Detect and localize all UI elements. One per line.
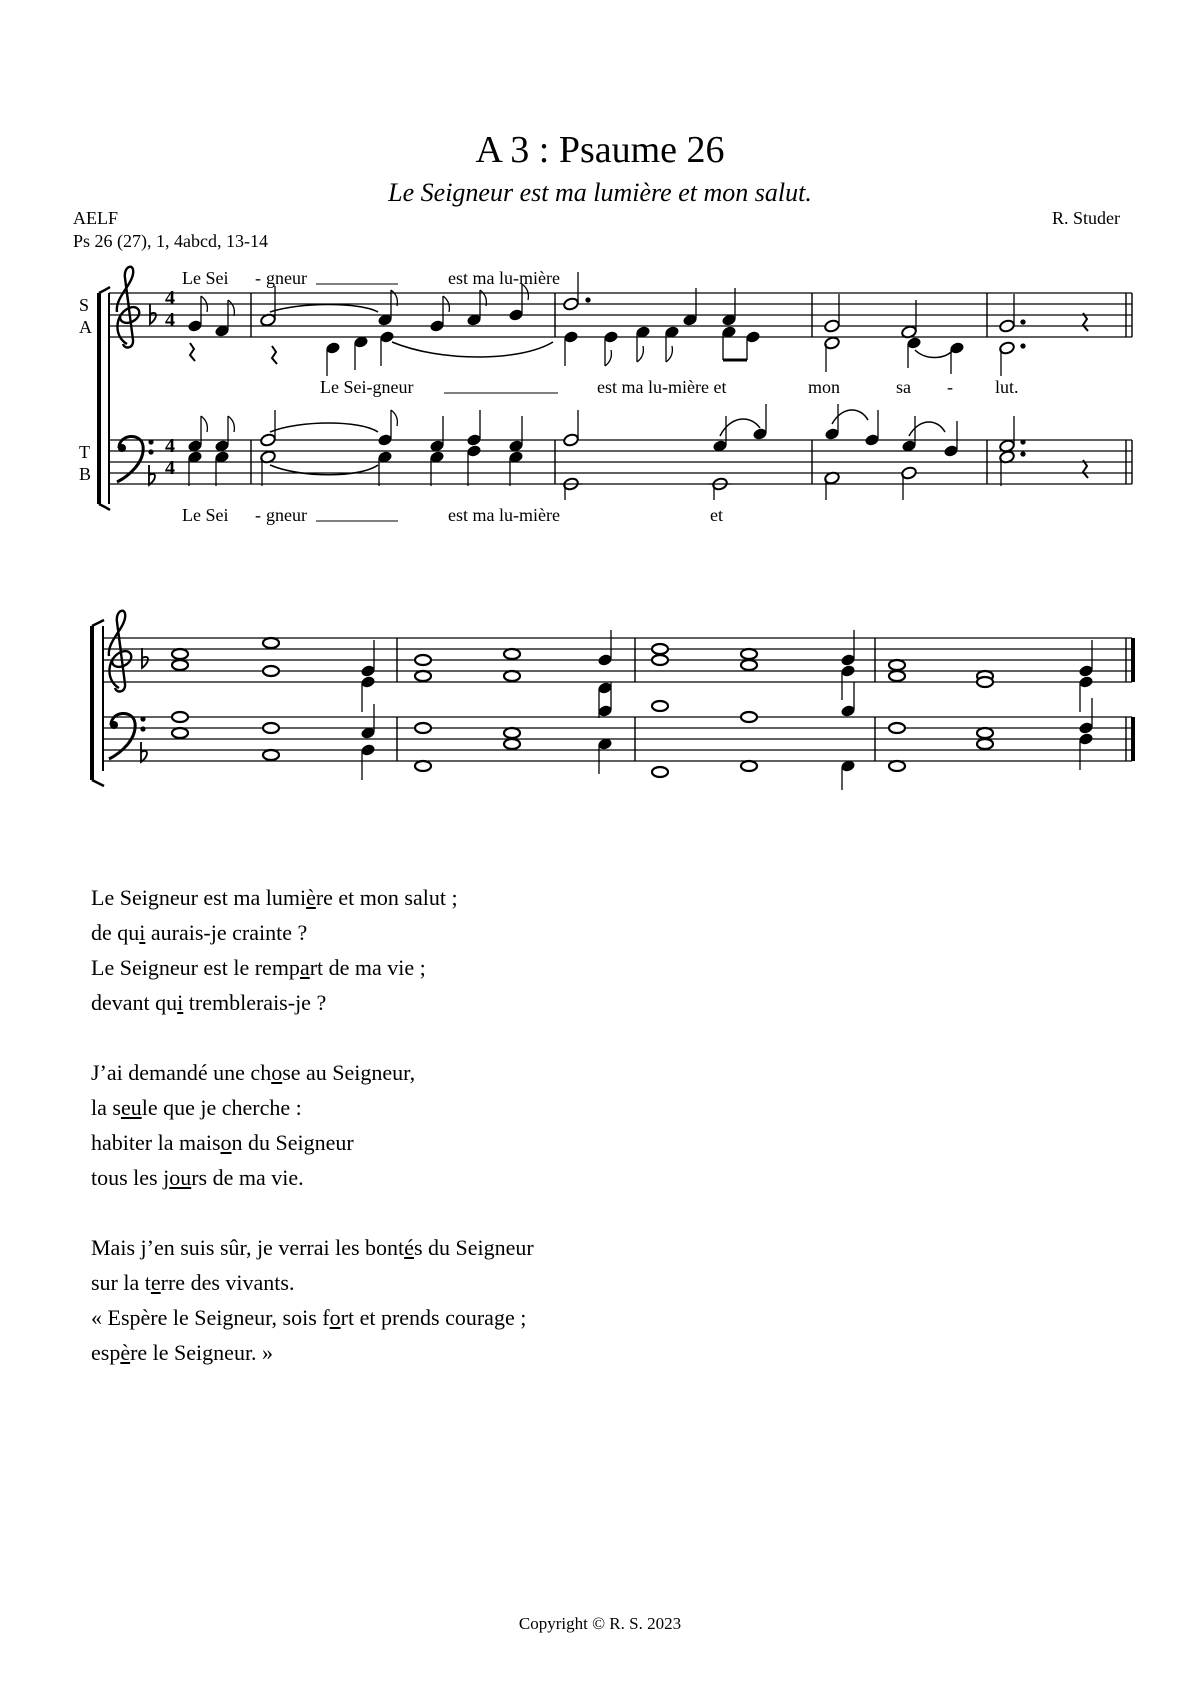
voice-label-alto: A	[79, 317, 92, 337]
time-signature-bottom: 4	[165, 457, 175, 479]
verse-line: la seule que je cherche :	[91, 1095, 302, 1120]
verse-line: de qui aurais-je crainte ?	[91, 920, 308, 945]
stanza	[91, 1230, 534, 1370]
verse-line: espère le Seigneur. »	[91, 1340, 274, 1365]
bass-lyric: est ma lu-mière	[448, 505, 560, 525]
psalm-verses	[91, 880, 534, 1405]
soprano-lyric: est ma lu-mière	[448, 268, 560, 288]
time-signature-bottom: 4	[165, 309, 175, 331]
voice-label-tenor: T	[79, 442, 90, 462]
soprano-lyric: -	[255, 268, 261, 288]
bass-lyric: gneur	[266, 505, 307, 525]
system-2-quarter-notes	[361, 630, 1093, 790]
verse-line: Le Seigneur est ma lumière et mon salut ;	[91, 885, 458, 910]
music-score	[0, 0, 1200, 800]
verse-line: Mais j’en suis sûr, je verrai les bontés du Seigneur	[91, 1235, 534, 1260]
psalm-reference: Ps 26 (27), 1, 4abcd, 13-14	[73, 231, 268, 251]
system-2	[92, 611, 1133, 790]
bass-lyric: et	[710, 505, 723, 525]
verse-line: habiter la maison du Seigneur	[91, 1130, 354, 1155]
composer-name: R. Studer	[1051, 208, 1120, 228]
soprano-lyric: Le Sei	[182, 268, 229, 288]
source-label: AELF	[73, 208, 118, 228]
bass-lyric: Le Sei	[182, 505, 229, 525]
page-subtitle: Le Seigneur est ma lumière et mon salut.	[388, 178, 812, 207]
alto-lyric: mon	[808, 377, 841, 397]
flat-icon	[150, 304, 156, 324]
alto-lyric: Le Sei-gneur	[320, 377, 414, 397]
flat-icon	[142, 648, 148, 668]
alto-lyric: est ma lu-mière et	[597, 377, 727, 397]
alto-lyric: -	[947, 377, 953, 397]
system-1	[79, 267, 1132, 525]
time-signature-top: 4	[165, 287, 175, 309]
alto-lyric: lut.	[995, 377, 1019, 397]
verse-line: tous les jours de ma vie.	[91, 1165, 304, 1190]
flat-icon	[149, 465, 155, 485]
soprano-lyric: gneur	[266, 268, 307, 288]
verse-line: sur la terre des vivants.	[91, 1270, 295, 1295]
bass-staff-notes	[188, 404, 1088, 500]
time-signature-top: 4	[165, 435, 175, 457]
treble-clef-icon	[117, 267, 139, 348]
page-title: A 3 : Psaume 26	[475, 129, 725, 171]
alto-lyric: sa	[896, 377, 911, 397]
stanza	[91, 1055, 534, 1195]
verse-line: devant qui tremblerais-je ?	[91, 990, 327, 1015]
stanza	[91, 880, 534, 1020]
treble-notes	[188, 272, 1088, 376]
system-2-notes	[172, 638, 993, 777]
voice-label-soprano: S	[79, 295, 90, 315]
voice-label-bass: B	[79, 464, 92, 484]
bass-lyric: -	[255, 505, 261, 525]
treble-clef-icon	[109, 611, 131, 692]
verse-line: « Espère le Seigneur, sois fort et prends courage ;	[91, 1305, 527, 1330]
verse-line: Le Seigneur est le rempart de ma vie ;	[91, 955, 426, 980]
copyright-notice: Copyright © R. S. 2023	[518, 1614, 682, 1633]
flat-icon	[141, 742, 147, 762]
verse-line: J’ai demandé une chose au Seigneur,	[91, 1060, 416, 1085]
